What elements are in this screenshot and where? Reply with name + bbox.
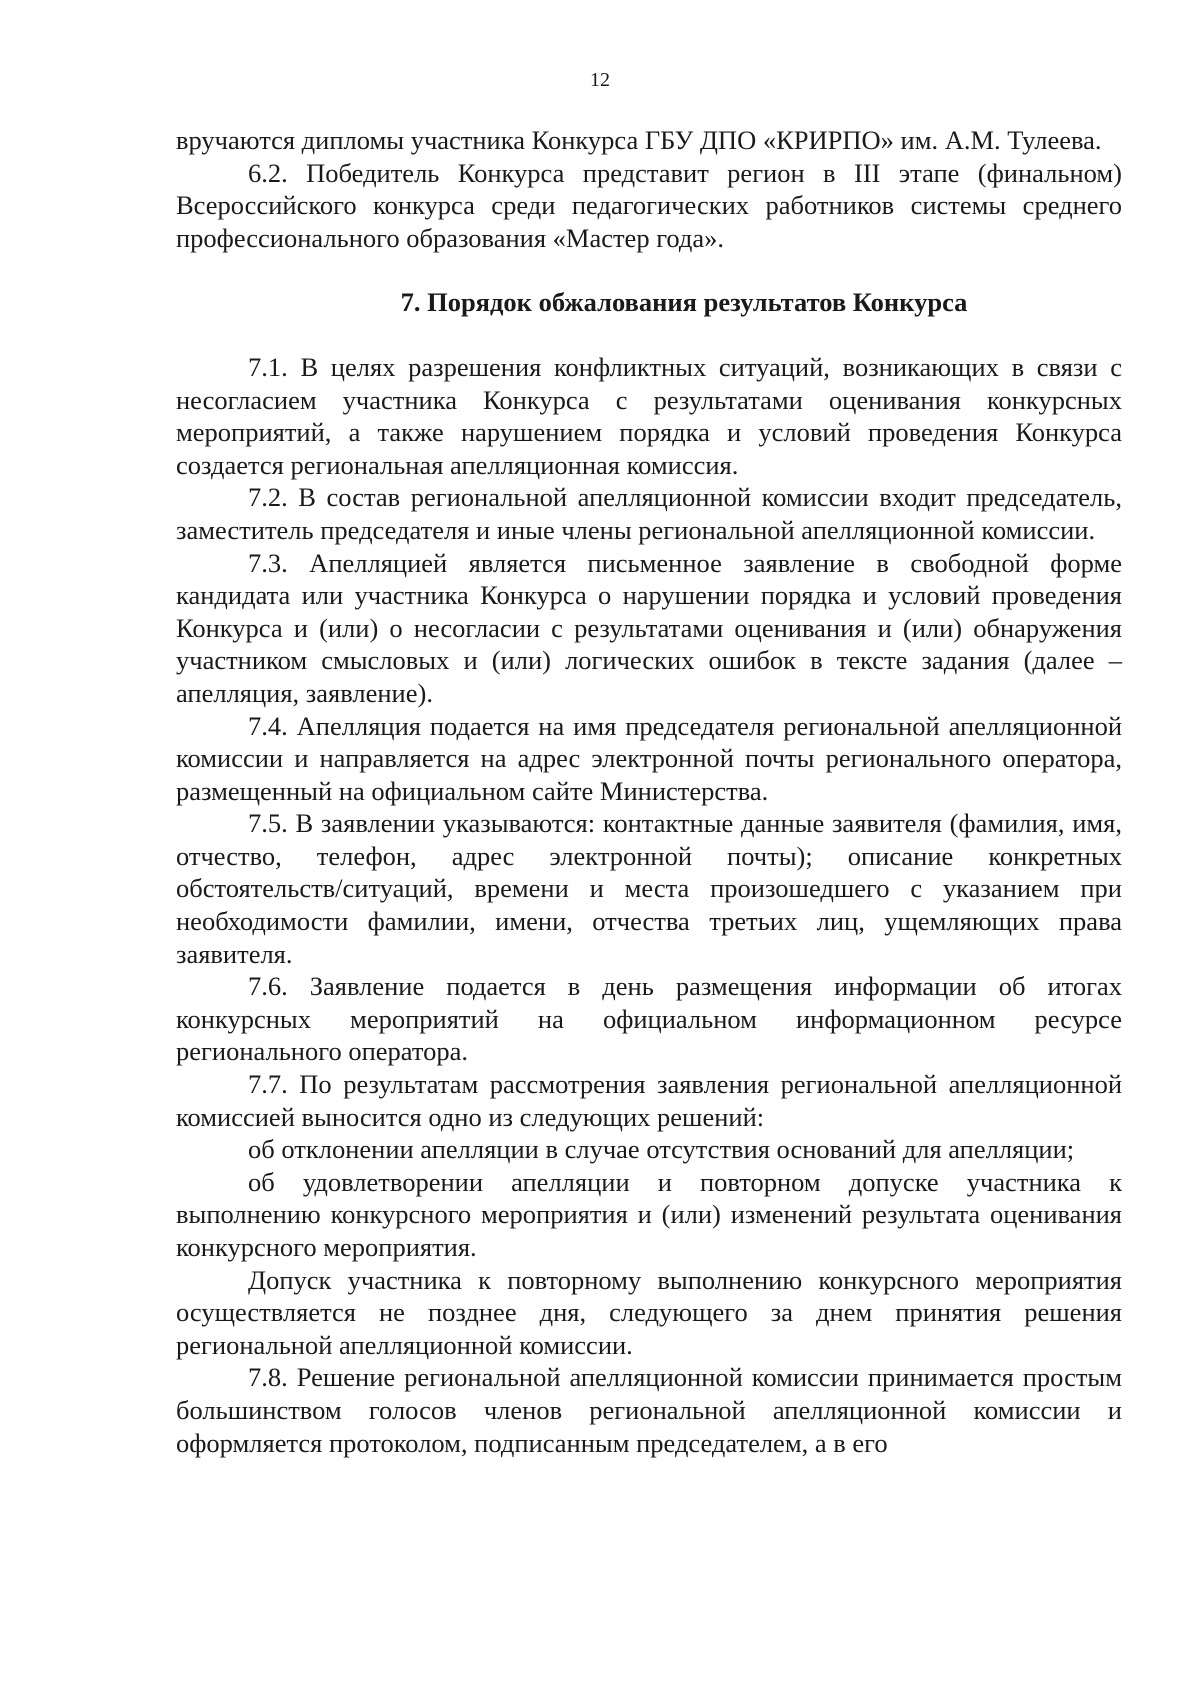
- paragraph-number: 7.4.: [248, 710, 288, 741]
- paragraph-text: Апелляцией является письменное заявление в свободной форме кандидата или участника Конкурса о нарушении порядка и условий проведения Конкурса и (или) о несогласии с результатами оценивания и (или) обнаружения участником смысловых и (или) логических ошибок в тексте задания (далее – апелляция, заявление).: [176, 547, 1122, 708]
- paragraph-7-1: [176, 351, 1122, 481]
- page-number: 12: [590, 69, 610, 91]
- paragraph-text: об удовлетворении апелляции и повторном допуске участника к выполнению конкурсного мероприятия и (или) изменений результата оценивания конкурсного мероприятия.: [176, 1166, 1122, 1262]
- document-body: [176, 124, 1122, 1459]
- paragraph-number: 7.8.: [248, 1362, 288, 1393]
- paragraph-number: 7.6.: [248, 971, 288, 1002]
- paragraph-text: об отклонении апелляции в случае отсутствия оснований для апелляции;: [248, 1134, 1075, 1165]
- paragraph-readmission: [176, 1264, 1122, 1362]
- paragraph-text: Победитель Конкурса представит регион в III этапе (финальном) Всероссийского конкурса среди педагогических работников системы среднего профессионального образования «Мастер года».: [176, 157, 1122, 253]
- paragraph-7-3: [176, 547, 1122, 710]
- paragraph-text: Решение региональной апелляционной комиссии принимается простым большинством голосов членов региональной апелляционной комиссии и оформляется протоколом, подписанным председателем, а в его: [176, 1362, 1122, 1458]
- paragraph-7-2: [176, 481, 1122, 546]
- paragraph-number: 7.1.: [248, 351, 288, 382]
- paragraph-number: 7.2.: [248, 482, 288, 513]
- list-item-decision-accept: [176, 1166, 1122, 1264]
- spacer: [176, 254, 1122, 286]
- paragraph-continuation: [176, 124, 1122, 157]
- paragraph-7-6: [176, 970, 1122, 1068]
- paragraph-7-4: [176, 710, 1122, 808]
- paragraph-7-7: [176, 1068, 1122, 1133]
- paragraph-text: По результатам рассмотрения заявления региональной апелляционной комиссией выносится одно из следующих решений:: [176, 1069, 1122, 1132]
- paragraph-text: В целях разрешения конфликтных ситуаций, возникающих в связи с несогласием участника Конкурса с результатами оценивания конкурсных мероприятий, а также нарушением порядка и условий проведения Конкурса создается региональная апелляционная комиссия.: [176, 351, 1122, 480]
- paragraph-7-5: [176, 807, 1122, 970]
- section-heading: 7. Порядок обжалования результатов Конкурса: [400, 287, 968, 318]
- paragraph-number: 7.3.: [248, 547, 288, 578]
- paragraph-text: Заявление подается в день размещения информации об итогах конкурсных мероприятий на официальном информационном ресурсе регионального оператора.: [176, 971, 1122, 1067]
- paragraph-text: Допуск участника к повторному выполнению конкурсного мероприятия осуществляется не позднее дня, следующего за днем принятия решения региональной апелляционной комиссии.: [176, 1264, 1122, 1360]
- paragraph-number: 6.2.: [248, 157, 288, 188]
- paragraph-text: В состав региональной апелляционной комиссии входит председатель, заместитель председателя и иные члены региональной апелляционной комиссии.: [176, 482, 1122, 545]
- paragraph-text: Апелляция подается на имя председателя региональной апелляционной комиссии и направляется на адрес электронной почты регионального оператора, размещенный на официальном сайте Министерства.: [176, 710, 1122, 806]
- paragraph-6-2: [176, 157, 1122, 255]
- paragraph-number: 7.5.: [248, 808, 288, 839]
- list-item-decision-reject: [176, 1133, 1122, 1166]
- paragraph-text: вручаются дипломы участника Конкурса ГБУ ДПО «КРИРПО» им. А.М. Тулеева.: [176, 125, 1102, 155]
- paragraph-text: В заявлении указываются: контактные данные заявителя (фамилия, имя, отчество, телефон, адрес электронной почты); описание конкретных обстоятельств/ситуаций, времени и места произошедшего с указанием при необходимости фамилии, имени, отчества третьих лиц, ущемляющих права заявителя.: [176, 808, 1122, 969]
- spacer: [176, 319, 1122, 351]
- paragraph-number: 7.7.: [248, 1069, 288, 1100]
- paragraph-7-8: [176, 1361, 1122, 1459]
